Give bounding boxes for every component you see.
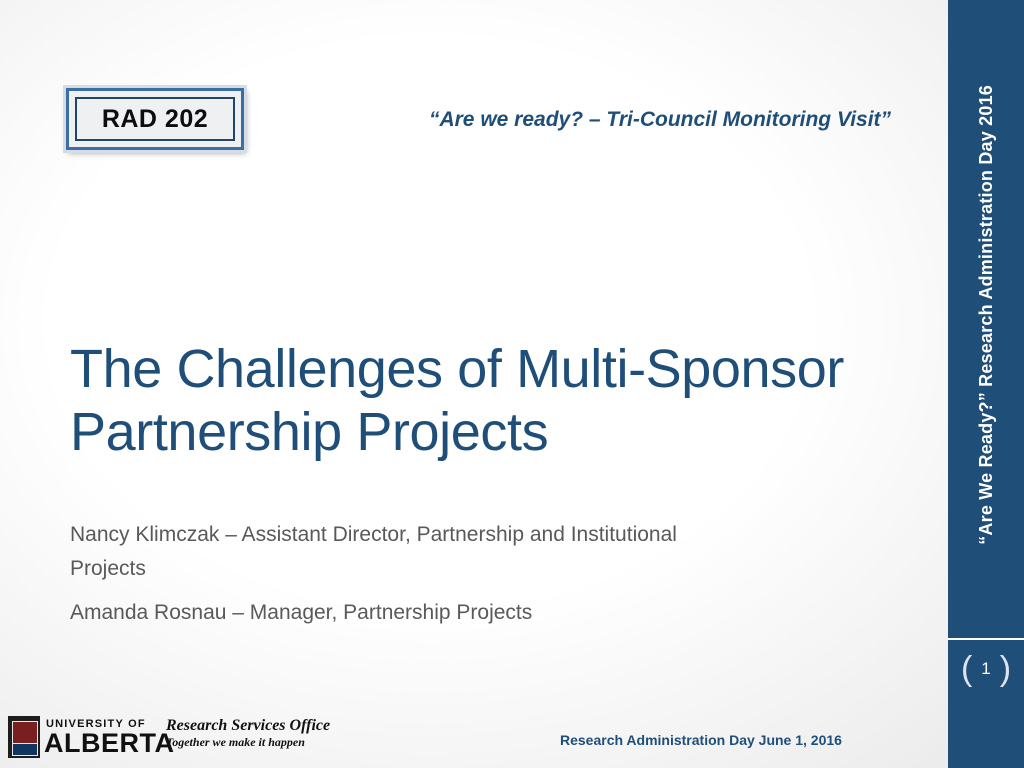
session-code-badge	[66, 88, 244, 150]
presenter-item: Nancy Klimczak – Assistant Director, Partnership and Institutional Projects	[70, 523, 677, 581]
slide-number-value: 1	[981, 659, 991, 678]
slide-number-badge	[954, 646, 1018, 692]
office-name: Research Services Office	[166, 717, 331, 734]
footer-event-label: Research Administration Day June 1, 2016	[560, 732, 842, 748]
shield-icon-lower	[12, 743, 38, 756]
presenter-item: Amanda Rosnau – Manager, Partnership Projects	[70, 601, 533, 625]
shield-icon-upper	[12, 721, 38, 745]
university-logo	[8, 714, 175, 762]
session-code-label: RAD 202	[101, 104, 209, 133]
university-logo-main-text: ALBERTA	[44, 728, 175, 758]
bracket-right-icon: )	[999, 650, 1012, 688]
session-theme-quote: “Are we ready? – Tri-Council Monitoring Visit”	[428, 108, 892, 131]
session-code-badge-inner	[75, 97, 235, 141]
sidebar-vertical-title-text: “Are We Ready?” Research Administration Day 2016	[975, 85, 996, 545]
shield-icon	[8, 716, 40, 758]
presenter-list	[70, 518, 720, 640]
bracket-left-icon: (	[960, 650, 973, 688]
university-logo-top-text: UNIVERSITY OF	[46, 718, 146, 730]
slide-title: The Challenges of Multi-Sponsor Partnership Projects	[70, 339, 845, 462]
sidebar-vertical-title	[948, 0, 1024, 630]
research-services-office-mark	[166, 716, 330, 750]
office-tagline: Together we make it happen	[166, 735, 305, 750]
